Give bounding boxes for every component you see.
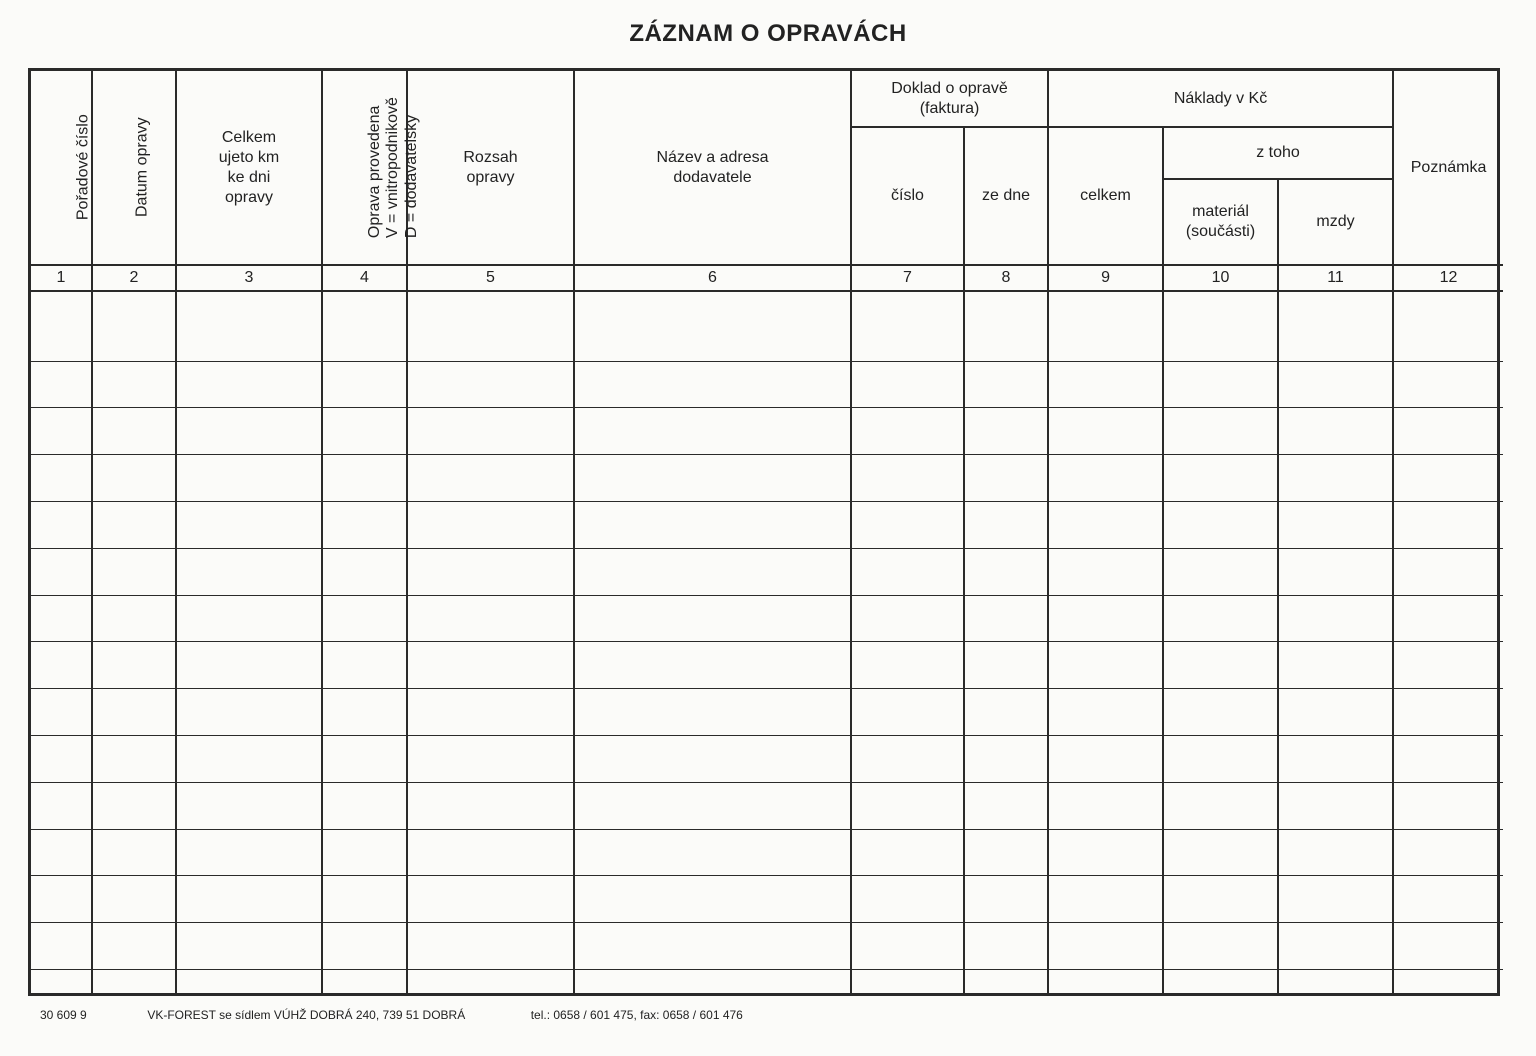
entry-cell[interactable] bbox=[851, 689, 964, 736]
entry-cell[interactable] bbox=[31, 923, 92, 970]
entry-cell[interactable] bbox=[1393, 361, 1503, 408]
entry-cell[interactable] bbox=[1048, 502, 1163, 549]
entry-cell[interactable] bbox=[574, 876, 851, 923]
table-row bbox=[31, 923, 1503, 970]
entry-cell[interactable] bbox=[964, 408, 1048, 455]
entry-cell[interactable] bbox=[851, 642, 964, 689]
entry-cell[interactable] bbox=[1393, 829, 1503, 876]
entry-cell[interactable] bbox=[176, 291, 322, 361]
header-celkem-km-line: Celkem bbox=[221, 128, 277, 146]
entry-cell[interactable] bbox=[92, 408, 176, 455]
entry-cell[interactable] bbox=[322, 736, 407, 783]
entry-cell[interactable] bbox=[964, 455, 1048, 502]
entry-cell[interactable] bbox=[1048, 548, 1163, 595]
entry-cell[interactable] bbox=[1393, 642, 1503, 689]
entry-cell[interactable] bbox=[1393, 595, 1503, 642]
header-oprava-provedena bbox=[322, 71, 420, 265]
entry-cell[interactable] bbox=[176, 970, 322, 993]
column-number: 11 bbox=[1278, 265, 1393, 291]
entry-cell[interactable] bbox=[1048, 408, 1163, 455]
entry-cell[interactable] bbox=[851, 736, 964, 783]
entry-cell[interactable] bbox=[1278, 291, 1393, 361]
entry-cell[interactable] bbox=[1278, 736, 1393, 783]
entry-cell[interactable] bbox=[1393, 782, 1503, 829]
entry-cell[interactable] bbox=[1048, 291, 1163, 361]
entry-cell[interactable] bbox=[322, 455, 407, 502]
header-cislo: číslo bbox=[851, 127, 964, 265]
table-row bbox=[31, 548, 1503, 595]
entry-cell[interactable] bbox=[1278, 361, 1393, 408]
entry-cell[interactable] bbox=[322, 782, 407, 829]
entry-cell[interactable] bbox=[322, 970, 407, 993]
entry-cell[interactable] bbox=[964, 595, 1048, 642]
header-rozsah-line: Rozsah bbox=[463, 148, 518, 166]
entry-cell[interactable] bbox=[1048, 455, 1163, 502]
header-celkem-km-line: opravy bbox=[224, 188, 274, 206]
table-row bbox=[31, 876, 1503, 923]
entry-cell[interactable] bbox=[964, 923, 1048, 970]
entry-cell[interactable] bbox=[964, 291, 1048, 361]
table-row bbox=[31, 502, 1503, 549]
entry-cell[interactable] bbox=[31, 502, 92, 549]
column-number: 1 bbox=[31, 265, 92, 291]
entry-cell[interactable] bbox=[1048, 642, 1163, 689]
entry-cell[interactable] bbox=[851, 829, 964, 876]
header-material-line: (součásti) bbox=[1185, 223, 1256, 240]
entry-cell[interactable] bbox=[1393, 548, 1503, 595]
entry-cell[interactable] bbox=[322, 291, 407, 361]
entry-cell[interactable] bbox=[964, 970, 1048, 993]
entry-cell[interactable] bbox=[574, 736, 851, 783]
entry-cell[interactable] bbox=[851, 595, 964, 642]
header-celkem-km bbox=[176, 71, 322, 265]
entry-cell[interactable] bbox=[1278, 595, 1393, 642]
entry-cell[interactable] bbox=[322, 923, 407, 970]
entry-cell[interactable] bbox=[574, 689, 851, 736]
header-doklad-line: (faktura) bbox=[919, 99, 980, 117]
header-oprava-provedena-label bbox=[366, 97, 421, 238]
header-oprava-provedena-line: Oprava provedena bbox=[365, 105, 383, 238]
entry-cell[interactable] bbox=[1393, 689, 1503, 736]
entry-cell[interactable] bbox=[1048, 361, 1163, 408]
entry-cell[interactable] bbox=[31, 876, 92, 923]
header-celkem-km-line: ujeto km bbox=[218, 148, 280, 166]
entry-cell[interactable] bbox=[1393, 455, 1503, 502]
entry-cell[interactable] bbox=[851, 502, 964, 549]
entry-cell[interactable] bbox=[964, 876, 1048, 923]
entry-cell[interactable] bbox=[1278, 689, 1393, 736]
entry-cell[interactable] bbox=[1048, 876, 1163, 923]
entry-cell[interactable] bbox=[964, 689, 1048, 736]
entry-cell[interactable] bbox=[574, 291, 851, 361]
entry-cell[interactable] bbox=[851, 361, 964, 408]
entry-cell[interactable] bbox=[322, 548, 407, 595]
entry-cell[interactable] bbox=[31, 548, 92, 595]
entry-cell[interactable] bbox=[964, 782, 1048, 829]
entry-cell[interactable] bbox=[1163, 736, 1278, 783]
header-doklad bbox=[851, 71, 1048, 127]
entry-cell[interactable] bbox=[1278, 782, 1393, 829]
footer bbox=[40, 1008, 743, 1022]
entry-cell[interactable] bbox=[176, 829, 322, 876]
entry-cell[interactable] bbox=[31, 689, 92, 736]
column-number: 9 bbox=[1048, 265, 1163, 291]
entry-cell[interactable] bbox=[31, 829, 92, 876]
entry-cell[interactable] bbox=[1048, 736, 1163, 783]
entry-cell[interactable] bbox=[574, 782, 851, 829]
table-row bbox=[31, 455, 1503, 502]
entry-cell[interactable] bbox=[851, 408, 964, 455]
entry-cell[interactable] bbox=[1393, 291, 1503, 361]
entry-cell[interactable] bbox=[92, 502, 176, 549]
entry-cell[interactable] bbox=[1393, 736, 1503, 783]
entry-cell[interactable] bbox=[1048, 689, 1163, 736]
header-nazev-line: Název a adresa bbox=[656, 148, 769, 166]
entry-cell[interactable] bbox=[407, 291, 574, 361]
table-row bbox=[31, 736, 1503, 783]
entry-cell[interactable] bbox=[1163, 782, 1278, 829]
entry-cell[interactable] bbox=[176, 782, 322, 829]
footer-contact: tel.: 0658 / 601 475, fax: 0658 / 601 476 bbox=[530, 1008, 743, 1022]
entry-cell[interactable] bbox=[92, 642, 176, 689]
entry-cell[interactable] bbox=[407, 502, 574, 549]
entry-cell[interactable] bbox=[964, 361, 1048, 408]
entry-cell[interactable] bbox=[1048, 595, 1163, 642]
entry-cell[interactable] bbox=[407, 595, 574, 642]
footer-form-code: 30 609 9 bbox=[40, 1008, 87, 1022]
entry-cell[interactable] bbox=[1393, 502, 1503, 549]
header-oprava-provedena-line: V = vnitropodnikově bbox=[384, 97, 402, 238]
table-row bbox=[31, 642, 1503, 689]
entry-cell[interactable] bbox=[1278, 642, 1393, 689]
entry-cell[interactable] bbox=[407, 736, 574, 783]
entry-cell[interactable] bbox=[92, 829, 176, 876]
entry-cell[interactable] bbox=[92, 291, 176, 361]
entry-cell[interactable] bbox=[322, 361, 407, 408]
entry-cell[interactable] bbox=[92, 548, 176, 595]
entry-cell[interactable] bbox=[1163, 291, 1278, 361]
entry-cell[interactable] bbox=[964, 736, 1048, 783]
entry-cell[interactable] bbox=[176, 361, 322, 408]
entry-cell[interactable] bbox=[31, 408, 92, 455]
entry-cell[interactable] bbox=[1163, 689, 1278, 736]
entry-cell[interactable] bbox=[1163, 829, 1278, 876]
header-datum-opravy-label: Datum opravy bbox=[133, 117, 151, 218]
header-celkem-km-line: ke dni bbox=[227, 168, 271, 186]
entry-cell[interactable] bbox=[851, 291, 964, 361]
entry-cell[interactable] bbox=[92, 923, 176, 970]
entry-cell[interactable] bbox=[1048, 829, 1163, 876]
entry-cell[interactable] bbox=[1393, 923, 1503, 970]
header-z-toho: z toho bbox=[1163, 127, 1393, 179]
entry-cell[interactable] bbox=[176, 548, 322, 595]
entry-cell[interactable] bbox=[92, 595, 176, 642]
entry-cell[interactable] bbox=[964, 502, 1048, 549]
header-rozsah-opravy bbox=[407, 71, 574, 265]
entry-cell[interactable] bbox=[31, 291, 92, 361]
header-material-line: materiál bbox=[1192, 203, 1249, 220]
entry-cell[interactable] bbox=[322, 642, 407, 689]
entry-cell[interactable] bbox=[31, 595, 92, 642]
header-naklady: Náklady v Kč bbox=[1048, 71, 1393, 127]
entry-cell[interactable] bbox=[31, 361, 92, 408]
entry-cell[interactable] bbox=[407, 548, 574, 595]
entry-cell[interactable] bbox=[574, 361, 851, 408]
entry-cell[interactable] bbox=[92, 782, 176, 829]
table-row bbox=[31, 595, 1503, 642]
entry-cell[interactable] bbox=[322, 595, 407, 642]
entry-cell[interactable] bbox=[92, 455, 176, 502]
entry-cell[interactable] bbox=[574, 455, 851, 502]
entry-cell[interactable] bbox=[322, 408, 407, 455]
column-number: 12 bbox=[1393, 265, 1503, 291]
entry-cell[interactable] bbox=[1163, 408, 1278, 455]
form-title: ZÁZNAM O OPRAVÁCH bbox=[629, 20, 907, 47]
entry-cell[interactable] bbox=[851, 876, 964, 923]
entry-cell[interactable] bbox=[1163, 642, 1278, 689]
entry-cell[interactable] bbox=[851, 923, 964, 970]
entry-cell[interactable] bbox=[407, 642, 574, 689]
table-row bbox=[31, 782, 1503, 829]
entry-cell[interactable] bbox=[574, 408, 851, 455]
table-row bbox=[31, 829, 1503, 876]
entry-cell[interactable] bbox=[574, 548, 851, 595]
entry-cell[interactable] bbox=[92, 970, 176, 993]
entry-cell[interactable] bbox=[964, 548, 1048, 595]
header-ze-dne: ze dne bbox=[964, 127, 1048, 265]
header-rozsah-line: opravy bbox=[466, 168, 515, 186]
entry-cell[interactable] bbox=[574, 642, 851, 689]
entry-cell[interactable] bbox=[1163, 595, 1278, 642]
entry-cell[interactable] bbox=[1278, 970, 1393, 993]
entry-cell[interactable] bbox=[1278, 876, 1393, 923]
table-row bbox=[31, 408, 1503, 455]
entry-cell[interactable] bbox=[574, 829, 851, 876]
entry-cell[interactable] bbox=[1278, 548, 1393, 595]
column-number: 6 bbox=[574, 265, 851, 291]
entry-cell[interactable] bbox=[322, 502, 407, 549]
entry-cell[interactable] bbox=[1278, 502, 1393, 549]
table-row bbox=[31, 689, 1503, 736]
entry-cell[interactable] bbox=[176, 502, 322, 549]
entry-cell[interactable] bbox=[176, 689, 322, 736]
entry-cell[interactable] bbox=[574, 923, 851, 970]
entry-cell[interactable] bbox=[92, 876, 176, 923]
header-datum-opravy bbox=[92, 71, 176, 265]
header-material bbox=[1163, 179, 1278, 265]
header-oprava-provedena-line: D = dodavatelsky bbox=[402, 114, 420, 238]
header-nazev-adresa bbox=[574, 71, 851, 265]
column-number: 3 bbox=[176, 265, 322, 291]
entry-cell[interactable] bbox=[176, 736, 322, 783]
entry-cell[interactable] bbox=[176, 876, 322, 923]
entry-cell[interactable] bbox=[1048, 923, 1163, 970]
entry-cell[interactable] bbox=[176, 923, 322, 970]
entry-cell[interactable] bbox=[407, 408, 574, 455]
entry-cell[interactable] bbox=[407, 923, 574, 970]
entry-cell[interactable] bbox=[92, 689, 176, 736]
entry-cell[interactable] bbox=[851, 782, 964, 829]
header-nazev-line: dodavatele bbox=[673, 168, 752, 186]
column-number: 8 bbox=[964, 265, 1048, 291]
entry-cell[interactable] bbox=[1393, 970, 1503, 993]
entry-cell[interactable] bbox=[1048, 970, 1163, 993]
column-number: 4 bbox=[322, 265, 407, 291]
entry-cell[interactable] bbox=[407, 876, 574, 923]
entry-cell[interactable] bbox=[574, 595, 851, 642]
entry-cell[interactable] bbox=[92, 361, 176, 408]
column-number: 5 bbox=[407, 265, 574, 291]
table-row bbox=[31, 291, 1503, 361]
entry-cell[interactable] bbox=[1278, 829, 1393, 876]
entry-cell[interactable] bbox=[1048, 782, 1163, 829]
entry-cell[interactable] bbox=[851, 455, 964, 502]
entry-cell[interactable] bbox=[1163, 923, 1278, 970]
entry-cell[interactable] bbox=[322, 876, 407, 923]
entry-cell[interactable] bbox=[407, 829, 574, 876]
entry-cell[interactable] bbox=[574, 970, 851, 993]
entry-cell[interactable] bbox=[1163, 455, 1278, 502]
header-celkem: celkem bbox=[1048, 127, 1163, 265]
entry-cell[interactable] bbox=[1393, 876, 1503, 923]
header-poradove-cislo bbox=[31, 71, 92, 265]
entry-cell[interactable] bbox=[31, 642, 92, 689]
entry-cell[interactable] bbox=[31, 782, 92, 829]
entry-cell[interactable] bbox=[1393, 408, 1503, 455]
column-numbers-row bbox=[31, 265, 1503, 291]
header-poznamka: Poznámka bbox=[1393, 71, 1503, 265]
entry-cell[interactable] bbox=[322, 829, 407, 876]
entry-cell[interactable] bbox=[1278, 408, 1393, 455]
header-poradove-cislo-label: Pořadové číslo bbox=[74, 114, 92, 221]
column-number: 10 bbox=[1163, 265, 1278, 291]
column-number: 7 bbox=[851, 265, 964, 291]
repair-record-table bbox=[28, 68, 1500, 996]
entry-cell[interactable] bbox=[851, 970, 964, 993]
entry-cell[interactable] bbox=[574, 502, 851, 549]
entry-cell[interactable] bbox=[31, 736, 92, 783]
entry-cell[interactable] bbox=[407, 361, 574, 408]
entry-cell[interactable] bbox=[964, 829, 1048, 876]
header-mzdy: mzdy bbox=[1278, 179, 1393, 265]
entry-cell[interactable] bbox=[1278, 923, 1393, 970]
footer-publisher: VK-FOREST se sídlem VÚHŽ DOBRÁ 240, 739 51 DOBRÁ bbox=[147, 1008, 466, 1022]
column-number: 2 bbox=[92, 265, 176, 291]
entry-cell[interactable] bbox=[322, 689, 407, 736]
entry-cell[interactable] bbox=[407, 455, 574, 502]
entry-cell[interactable] bbox=[851, 548, 964, 595]
entry-cell[interactable] bbox=[407, 970, 574, 993]
entry-cell[interactable] bbox=[407, 689, 574, 736]
entry-cell[interactable] bbox=[92, 736, 176, 783]
entry-cell[interactable] bbox=[176, 595, 322, 642]
entry-cell[interactable] bbox=[176, 408, 322, 455]
entry-cell[interactable] bbox=[1163, 502, 1278, 549]
entry-cell[interactable] bbox=[1163, 876, 1278, 923]
entry-cell[interactable] bbox=[1163, 548, 1278, 595]
header-doklad-line: Doklad o opravě bbox=[891, 79, 1008, 97]
entry-cell[interactable] bbox=[176, 455, 322, 502]
entry-cell[interactable] bbox=[407, 782, 574, 829]
entry-cell[interactable] bbox=[1278, 455, 1393, 502]
table-row bbox=[31, 361, 1503, 408]
entry-cell[interactable] bbox=[1163, 361, 1278, 408]
entry-cell[interactable] bbox=[176, 642, 322, 689]
entry-cell[interactable] bbox=[1163, 970, 1278, 993]
entry-cell[interactable] bbox=[31, 970, 92, 993]
table-row bbox=[31, 970, 1503, 993]
entry-cell[interactable] bbox=[964, 642, 1048, 689]
entry-cell[interactable] bbox=[31, 455, 92, 502]
